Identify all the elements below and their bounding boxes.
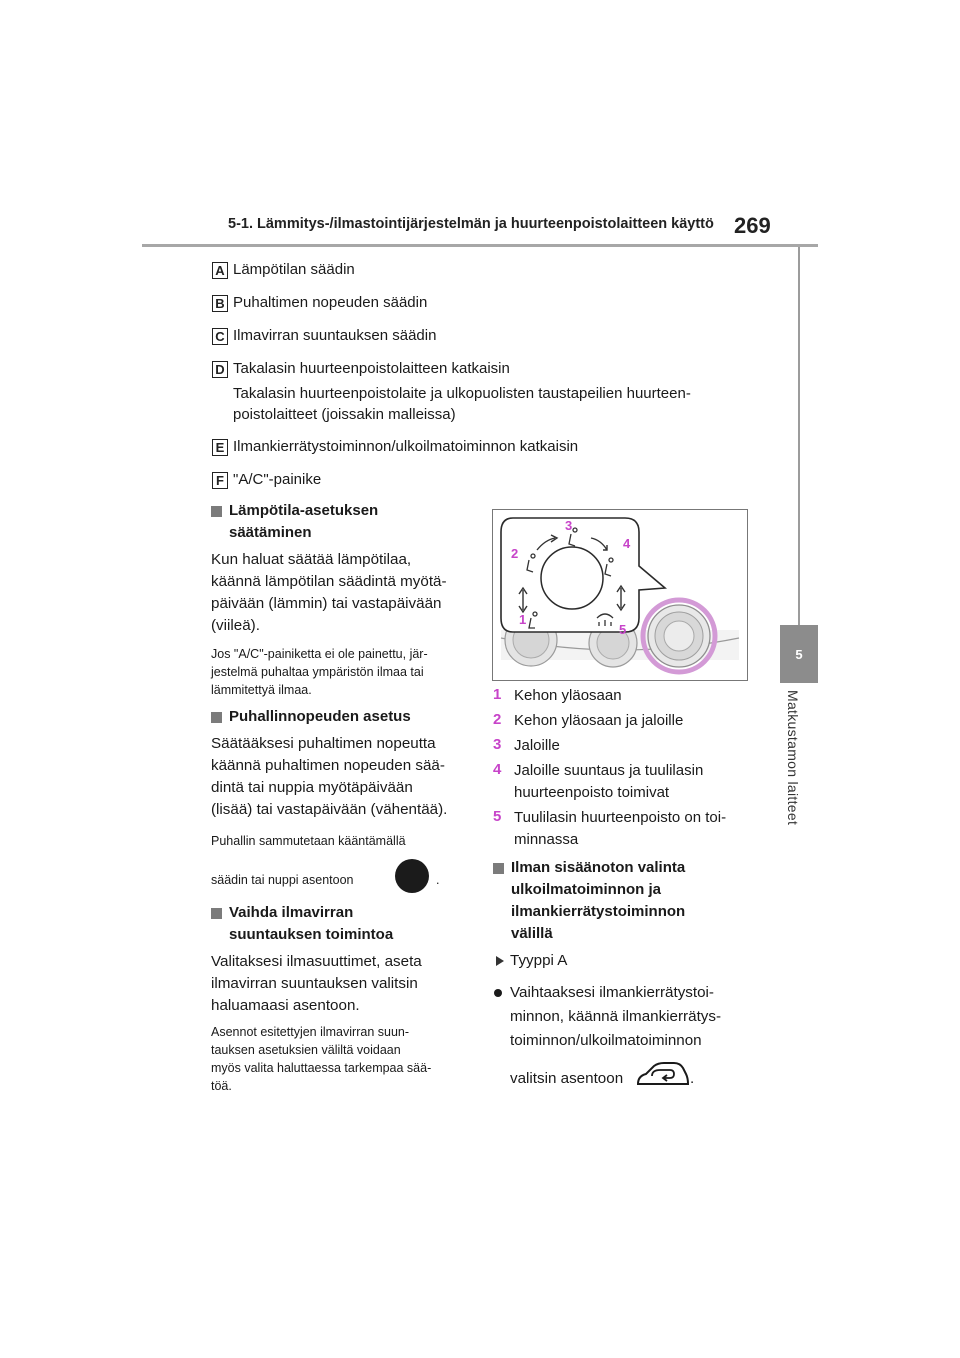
item-d-sub-line1: Takalasin huurteenpoistolaite ja ulkopuolisten taustapeilien huurteen- <box>233 385 691 402</box>
page-number: 269 <box>734 213 771 238</box>
fan-note-l1: Puhallin sammutetaan kääntämällä <box>211 834 406 848</box>
item-a-text: Lämpötilan säädin <box>233 261 355 278</box>
intake-heading-l3: ilmankierrätystoiminnon <box>511 903 686 920</box>
temp-body-l4: (viileä). <box>211 617 260 634</box>
letter-box-f: F <box>212 472 228 489</box>
fan-body-l4: (lisää) tai vastapäivään (vähentää). <box>211 801 448 818</box>
item-b-text: Puhaltimen nopeuden säädin <box>233 294 428 311</box>
dial-label-3: 3 <box>565 518 573 533</box>
section-bullet <box>211 506 222 517</box>
airflow-heading-l1: Vaihda ilmavirran <box>229 904 354 921</box>
running-header: 5-1. Lämmitys-/ilmastointijärjestelmän ja huurteenpoistolaitteen käyttö <box>228 216 714 232</box>
intake-body-l1: Vaihtaaksesi ilmankierrätystoi- <box>510 984 714 1001</box>
fan-body-l2: käännä puhaltimen nopeuden sää- <box>211 757 445 774</box>
airflow-note-l3: myös valita haluttaessa tarkempaa sää- <box>211 1061 432 1075</box>
intake-heading-l4: välillä <box>511 925 553 942</box>
section-bullet <box>493 863 504 874</box>
fan-note-end: . <box>436 873 440 887</box>
temp-note-l2: jestelmä puhaltaa ympäristön ilmaa tai <box>211 665 424 679</box>
intake-heading-l1: Ilman sisäänoton valinta <box>511 859 686 876</box>
item-c-text: Ilmavirran suuntauksen säädin <box>233 327 437 344</box>
mode-2-text: Kehon yläosaan ja jaloille <box>514 712 684 729</box>
airflow-body-l1: Valitaksesi ilmasuuttimet, aseta <box>211 953 422 970</box>
temp-body-l1: Kun haluat säätää lämpötilaa, <box>211 551 412 568</box>
letter-box-c: C <box>212 328 228 345</box>
mode-2-number: 2 <box>493 711 502 728</box>
dial-label-2: 2 <box>511 546 519 561</box>
recirculation-car-icon <box>634 1060 690 1090</box>
mode-5-number: 5 <box>493 808 502 825</box>
dial-label-4: 4 <box>623 536 631 551</box>
intake-body-l2: minnon, käännä ilmankierrätys- <box>510 1008 722 1025</box>
item-d-sub-line2: poistolaitteet (joissakin malleissa) <box>233 406 456 423</box>
letter-box-d: D <box>212 361 228 378</box>
item-f-text: "A/C"-painike <box>233 471 322 488</box>
letter-box-b: B <box>212 295 228 312</box>
fan-body-l1: Säätääksesi puhaltimen nopeutta <box>211 735 436 752</box>
header-rule <box>142 244 818 247</box>
dial-label-5: 5 <box>619 622 627 637</box>
airflow-body-l3: haluamaasi asentoon. <box>211 997 360 1014</box>
mode-4-text-l1: Jaloille suuntaus ja tuulilasin <box>514 762 704 779</box>
temp-note-l1: Jos "A/C"-painiketta ei ole painettu, jär- <box>211 647 428 661</box>
airflow-note-l1: Asennot esitettyjen ilmavirran suun- <box>211 1025 410 1039</box>
mode-5-text-l2: minnassa <box>514 831 579 848</box>
airflow-note-l4: töä. <box>211 1079 232 1093</box>
airflow-body-l2: ilmavirran suuntauksen valitsin <box>211 975 418 992</box>
dial-label-1: 1 <box>519 612 527 627</box>
mode-3-text: Jaloille <box>514 737 560 754</box>
intake-body-end: . <box>690 1070 695 1087</box>
intake-type: Tyyppi A <box>510 952 568 969</box>
mode-1-number: 1 <box>493 686 502 703</box>
intake-heading-l2: ulkoilmatoiminnon ja <box>511 881 662 898</box>
airflow-note-l2: tauksen asetuksien väliltä voidaan <box>211 1043 401 1057</box>
fan-heading: Puhallinnopeuden asetus <box>229 708 411 725</box>
dot-bullet-icon <box>494 989 502 997</box>
mode-4-number: 4 <box>493 761 502 778</box>
side-rule-top <box>798 247 800 625</box>
mode-3-number: 3 <box>493 736 502 753</box>
airflow-heading-l2: suuntauksen toimintoa <box>229 926 394 943</box>
temp-body-l2: käännä lämpötilan säädintä myötä- <box>211 573 447 590</box>
triangle-bullet-icon <box>496 956 504 966</box>
mode-5-text-l1: Tuulilasin huurteenpoisto on toi- <box>514 809 727 826</box>
intake-body-l3: toiminnon/ulkoilmatoiminnon <box>510 1032 702 1049</box>
fan-off-knob-icon <box>395 859 429 893</box>
chapter-tab[interactable]: 5 <box>780 625 818 683</box>
section-bullet <box>211 712 222 723</box>
chapter-label: Matkustamon laitteet <box>785 690 801 826</box>
item-d-text: Takalasin huurteenpoistolaitteen katkaisin <box>233 360 510 377</box>
letter-box-a: A <box>212 262 228 279</box>
temp-heading-l2: säätäminen <box>229 524 312 541</box>
letter-box-e: E <box>212 439 228 456</box>
temp-heading-l1: Lämpötila-asetuksen <box>229 502 379 519</box>
section-bullet <box>211 908 222 919</box>
airflow-dial-figure <box>492 509 748 681</box>
temp-body-l3: päivään (lämmin) tai vastapäivään <box>211 595 442 612</box>
mode-1-text: Kehon yläosaan <box>514 687 622 704</box>
dial-illustration <box>493 510 747 680</box>
intake-body-last: valitsin asentoon <box>510 1070 624 1087</box>
item-e-text: Ilmankierrätystoiminnon/ulkoilmatoiminnon katkaisin <box>233 438 579 455</box>
fan-body-l3: dintä tai nuppia myötäpäivään <box>211 779 413 796</box>
temp-note-l3: lämmitettyä ilmaa. <box>211 683 312 697</box>
fan-note-l2: säädin tai nuppi asentoon <box>211 873 354 887</box>
mode-4-text-l2: huurteenpoisto toimivat <box>514 784 670 801</box>
